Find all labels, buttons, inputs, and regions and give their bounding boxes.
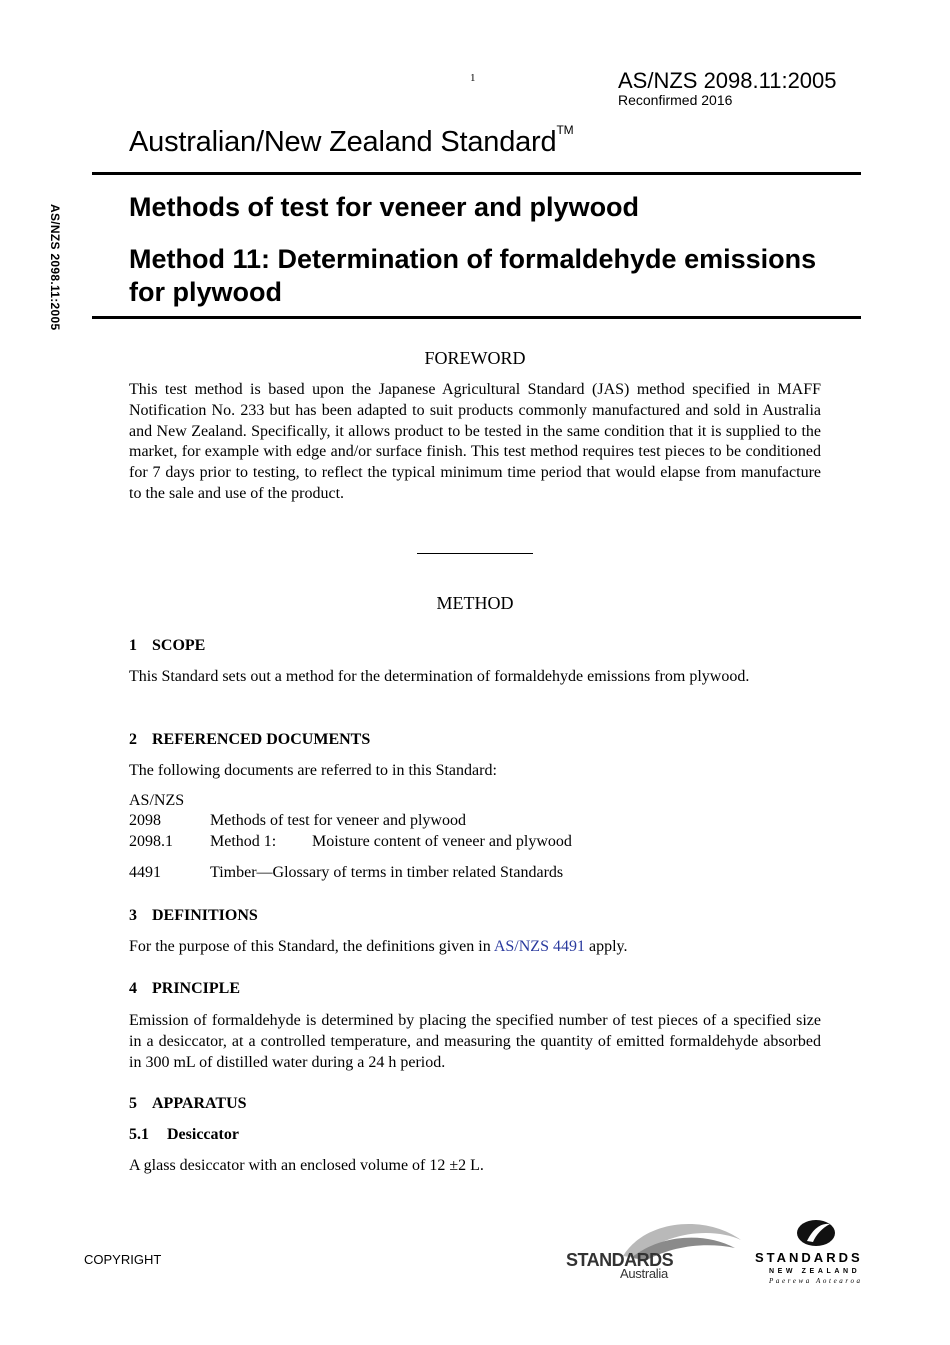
section-divider	[417, 553, 533, 554]
standard-type-title	[129, 123, 574, 159]
section-number: 2	[129, 731, 137, 748]
standards-new-zealand-subtitle: NEW ZEALAND	[769, 1268, 861, 1275]
section-heading-definitions	[129, 907, 258, 925]
foreword-heading: FOREWORD	[424, 348, 526, 368]
section-title: DEFINITIONS	[152, 907, 258, 924]
standards-new-zealand-emblem-icon	[792, 1218, 840, 1248]
definitions-text-after: apply.	[584, 938, 628, 955]
reference-method-label: Method 1:	[210, 833, 277, 850]
section-number: 1	[129, 637, 137, 654]
scope-text: This Standard sets out a method for the determination of formaldehyde emissions from plywood.	[129, 668, 750, 685]
section-number: 3	[129, 907, 137, 924]
reference-row	[129, 812, 466, 830]
standard-number: AS/NZS 2098.11:2005	[618, 68, 837, 93]
subsection-number: 5.1	[129, 1126, 149, 1143]
section-number: 5	[129, 1095, 137, 1112]
definitions-text-before: For the purpose of this Standard, the definitions given in	[129, 938, 494, 955]
desiccator-text: A glass desiccator with an enclosed volume of 12 ±2 L.	[129, 1157, 484, 1174]
principle-text: Emission of formaldehyde is determined by placing the specified number of test pieces of a specified size in a desiccator, at a controlled temperature, and measuring the quantity of emitted formaldehyde absorbed in 300 mL of distilled water during a 24 h period.	[129, 1012, 821, 1071]
standards-australia-wordmark: STANDARDS	[566, 1250, 674, 1270]
referenced-intro: The following documents are referred to in this Standard:	[129, 762, 497, 779]
subsection-heading-desiccator	[129, 1126, 239, 1144]
side-standard-label: AS/NZS 2098.11:2005	[48, 204, 62, 331]
method-heading: METHOD	[436, 593, 514, 613]
reference-title: Methods of test for veneer and plywood	[210, 812, 466, 829]
foreword-text: This test method is based upon the Japanese Agricultural Standard (JAS) method specified in MAFF Notification No. 233 but has been adapted to suit products commonly manufactured and sold in Australia and New Zealand. Specifically, it allows product to be tested in the same condition that it is supplied to the market, for example with edge and/or surface finish. This test method requires test pieces to be conditioned for 7 days prior to testing, to reflect the typical minimum time period that would elapse from manufacture to the sale and use of the product.	[129, 381, 821, 502]
section-heading-referenced-documents	[129, 731, 370, 749]
page-number: 1	[470, 72, 476, 84]
reference-code: 4491	[129, 864, 161, 881]
standards-new-zealand-maori-subtitle: Paerewa Aotearoa	[769, 1277, 863, 1285]
section-title: SCOPE	[152, 637, 206, 654]
reconfirmed-date: Reconfirmed 2016	[618, 92, 733, 108]
standards-australia-subtitle: Australia	[620, 1266, 668, 1281]
section-heading-principle	[129, 980, 240, 998]
header-rule-bottom	[92, 316, 861, 319]
reference-code: 2098	[129, 812, 161, 829]
as-nzs-4491-link[interactable]: AS/NZS 4491	[493, 938, 585, 955]
header-rule-top	[92, 172, 861, 175]
section-heading-apparatus	[129, 1095, 247, 1113]
trademark-mark: TM	[556, 123, 574, 138]
reference-group-label: AS/NZS	[129, 792, 185, 809]
subsection-title: Desiccator	[167, 1126, 239, 1143]
section-heading-scope	[129, 637, 205, 655]
definitions-text	[129, 937, 821, 958]
section-number: 4	[129, 980, 137, 997]
reference-code: 2098.1	[129, 833, 173, 850]
section-title: REFERENCED DOCUMENTS	[152, 731, 371, 748]
standards-new-zealand-wordmark: STANDARDS	[755, 1250, 863, 1265]
reference-row	[129, 833, 572, 851]
method-title: Method 11: Determination of formaldehyde emissions for plywood	[129, 244, 817, 307]
reference-row	[129, 864, 563, 882]
copyright-notice: COPYRIGHT	[84, 1252, 162, 1267]
section-title: PRINCIPLE	[152, 980, 241, 997]
series-title: Methods of test for veneer and plywood	[129, 192, 640, 222]
section-title: APPARATUS	[152, 1095, 247, 1112]
standard-type-text: Australian/New Zealand Standard	[129, 126, 557, 158]
reference-title: Timber—Glossary of terms in timber related Standards	[210, 864, 564, 881]
reference-title: Moisture content of veneer and plywood	[312, 833, 572, 850]
